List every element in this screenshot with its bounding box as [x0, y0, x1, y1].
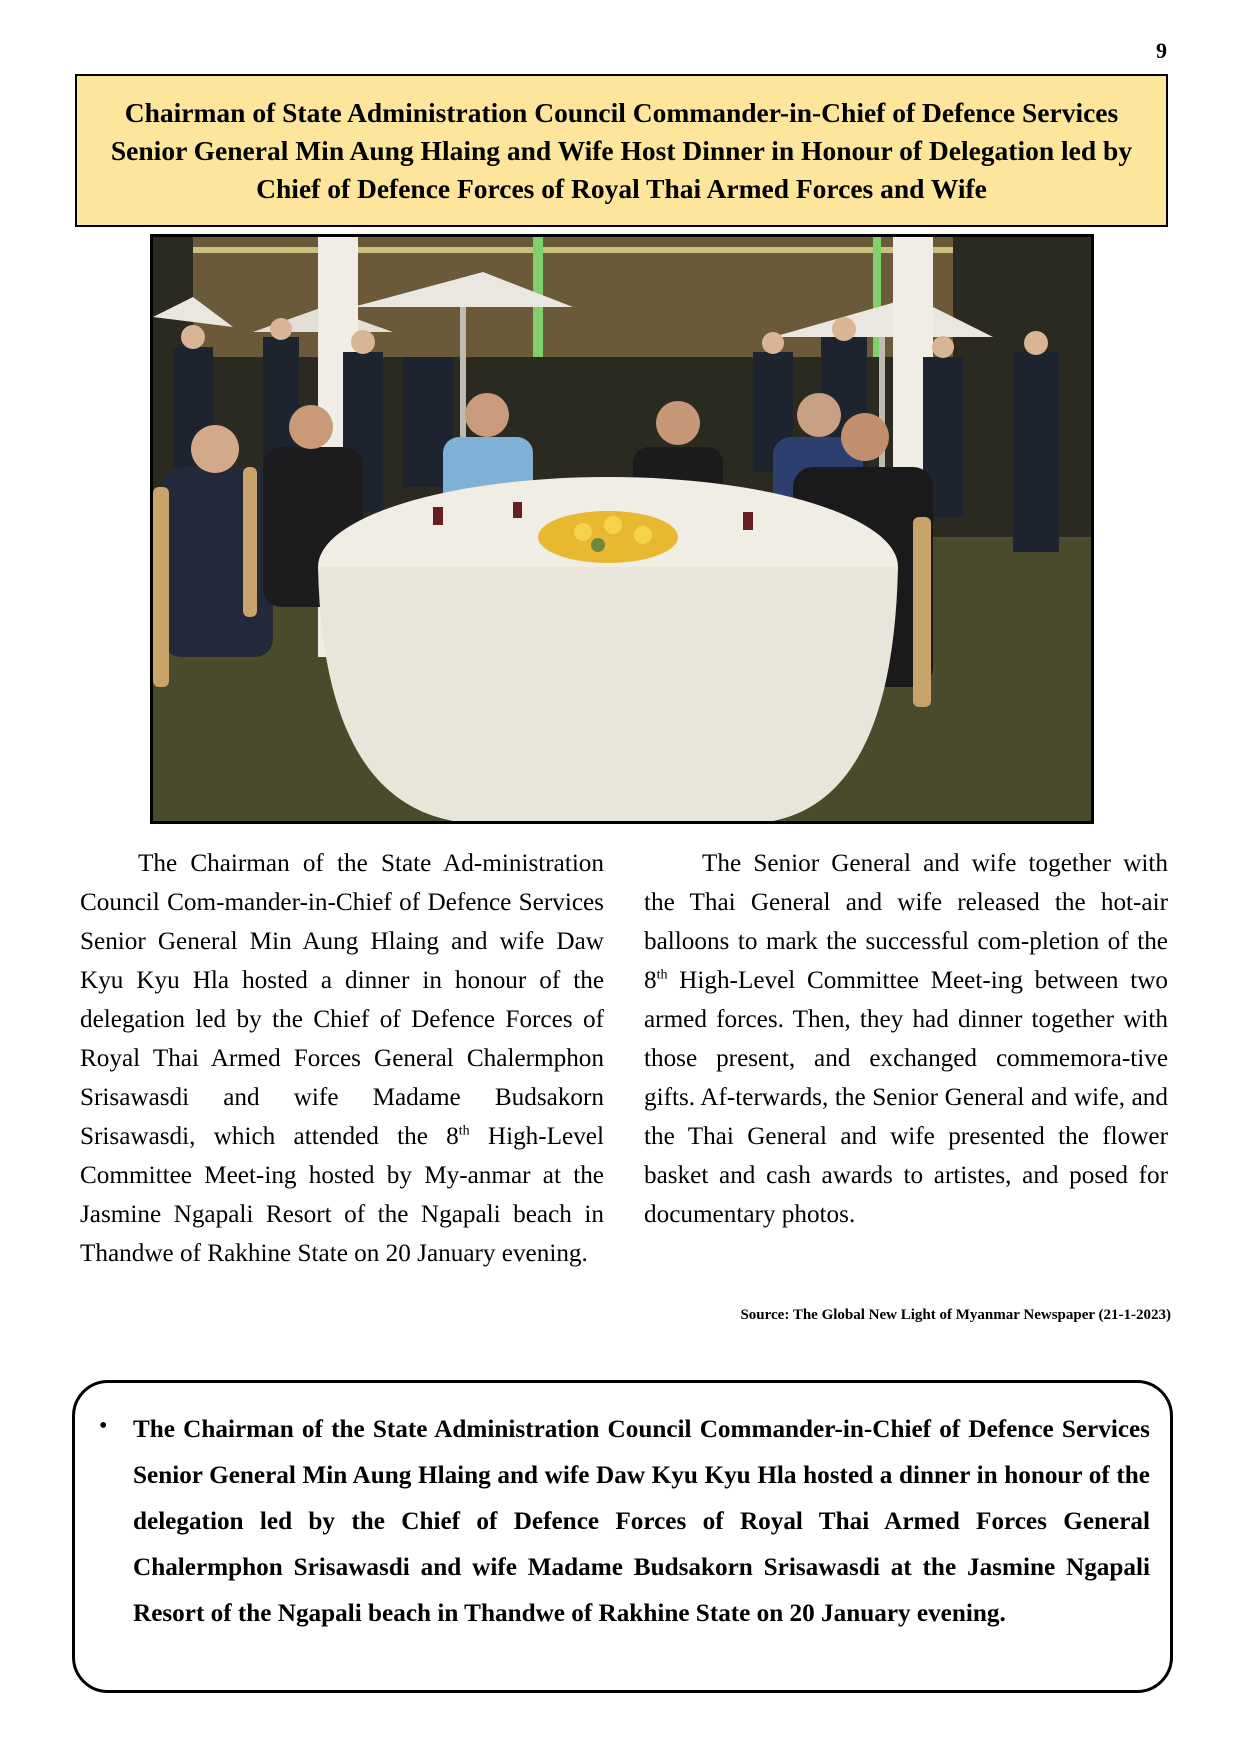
ordinal-superscript: th [656, 967, 668, 983]
page-number: 9 [1156, 38, 1167, 63]
dinner-photo [150, 234, 1094, 824]
headline: Chairman of State Administration Council Commander-in-Chief of Defence Services Senior General Min Aung Hlaing and Wife Host Dinner in Honour of Delegation led by Chief of Defence Forces of Royal Thai Armed Forces and Wife [110, 96, 1133, 204]
article-left-paragraph [80, 844, 604, 1273]
article-right-column [644, 844, 1168, 1234]
source-credit: Source: The Global New Light of Myanmar Newspaper (21-1-2023) [740, 1307, 1171, 1323]
bullet-icon: • [99, 1413, 108, 1439]
article-right-paragraph [644, 844, 1168, 1234]
article-left-text-2: High-Level Committee Meet-ing hosted by My-anmar at the Jasmine Ngapali Resort of the Ngapali beach in Thandwe of Rakhine State on 20 January evening. [80, 1123, 604, 1267]
ordinal-superscript: th [458, 1123, 470, 1139]
article-left-text-1: The Chairman of the State Ad-ministration Council Com-mander-in-Chief of Defence Services Senior General Min Aung Hlaing and wife Daw Kyu Kyu Hla hosted a dinner in honour of the delegation led by the Chief of Defence Forces of Royal Thai Armed Forces General Chalermphon Srisawasdi and wife Madame Budsakorn Srisawasdi, which attended the 8 [80, 850, 604, 1150]
building-light-strip [193, 247, 953, 253]
tablecloth [318, 567, 898, 821]
summary-box [72, 1380, 1173, 1693]
article-right-text-2: High-Level Committee Meet-ing between two armed forces. Then, they had dinner together with those present, and exchanged commemora-tive gifts. Af-terwards, the Senior General and wife, and the Thai General and wife presented the flower basket and cash awards to artistes, and posed for documentary photos. [644, 967, 1168, 1228]
summary-text: The Chairman of the State Administration Council Commander-in-Chief of Defence Services Senior General Min Aung Hlaing and wife Daw Kyu Kyu Hla hosted a dinner in honour of the delegation led by the Chief of Defence Forces of Royal Thai Armed Forces General Chalermphon Srisawasdi and wife Madame Budsakorn Srisawasdi at the Jasmine Ngapali Resort of the Ngapali beach in Thandwe of Rakhine State on 20 January evening. [133, 1416, 1150, 1627]
article-left-column [80, 844, 604, 1273]
photo-illustration [153, 237, 1091, 821]
article-right-text-1: The Senior General and wife together with the Thai General and wife released the hot-air balloons to mark the successful com-pletion of the 8 [644, 850, 1168, 994]
umbrella-pole-left [460, 307, 466, 457]
headline-box [75, 74, 1168, 227]
